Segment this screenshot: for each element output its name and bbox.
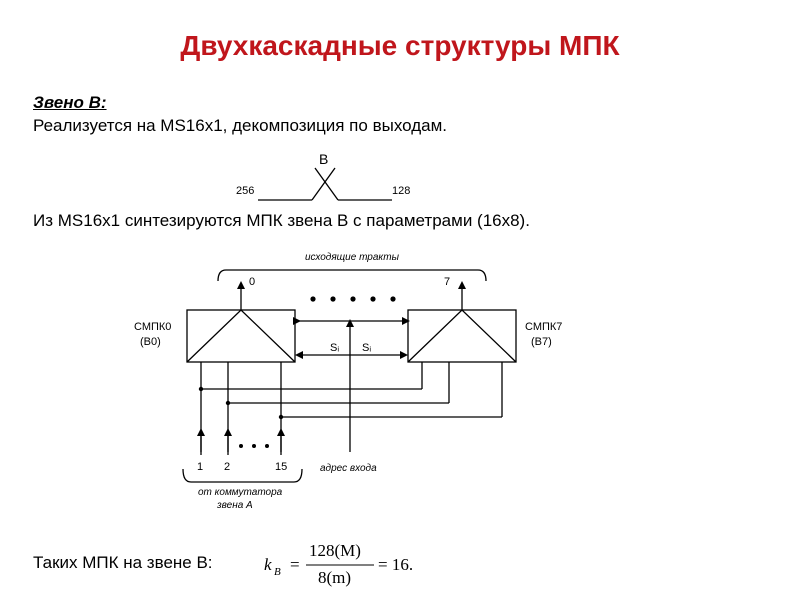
formula-numerator: 128(M) bbox=[309, 541, 361, 560]
block-left-sub: (В0) bbox=[140, 336, 161, 348]
input-label-1: 1 bbox=[197, 461, 204, 473]
outputs-ellipsis bbox=[310, 296, 395, 301]
block-left-name: СМПК0 bbox=[134, 321, 172, 333]
outputs-label: исходящие тракты bbox=[305, 252, 399, 263]
formula bbox=[264, 541, 413, 587]
block-right-sub: (В7) bbox=[531, 336, 552, 348]
from-label-1: от коммутатора bbox=[198, 487, 283, 498]
formula-lhs-sub: B bbox=[274, 566, 281, 578]
description-line-1: Реализуется на MS16x1, декомпозиция по выходам. bbox=[33, 116, 447, 135]
formula-denominator: 8(m) bbox=[318, 568, 352, 587]
svg-text:=: = bbox=[290, 555, 300, 574]
signal-label-left: Sᵢ bbox=[330, 342, 340, 354]
decomp-left-label: 256 bbox=[236, 185, 255, 197]
page-title: Двухкаскадные структуры МПК bbox=[180, 30, 620, 61]
address-label: адрес входа bbox=[320, 463, 377, 474]
input-label-2: 2 bbox=[224, 461, 231, 473]
block-smpk0 bbox=[187, 310, 295, 362]
formula-result: = 16. bbox=[378, 555, 414, 574]
inputs-ellipsis bbox=[239, 444, 269, 448]
from-label-2: звена А bbox=[217, 500, 253, 511]
output-label-first: 0 bbox=[249, 276, 256, 288]
section-subtitle: Звено В: bbox=[33, 93, 107, 112]
output-label-last: 7 bbox=[444, 276, 451, 288]
decomp-right-label: 128 bbox=[392, 185, 411, 197]
input-bus bbox=[201, 362, 502, 452]
description-line-3: Таких МПК на звене В: bbox=[33, 553, 213, 572]
block-smpk7 bbox=[408, 310, 516, 362]
signal-label-right: Sᵢ bbox=[362, 342, 372, 354]
input-label-15: 15 bbox=[275, 461, 288, 473]
block-right-name: СМПК7 bbox=[525, 321, 563, 333]
decomposition-sketch bbox=[236, 151, 410, 200]
decomp-top-label: B bbox=[319, 151, 329, 167]
formula-lhs: k bbox=[264, 555, 272, 574]
description-line-2: Из MS16x1 синтезируются МПК звена В с параметрами (16x8). bbox=[33, 211, 530, 230]
